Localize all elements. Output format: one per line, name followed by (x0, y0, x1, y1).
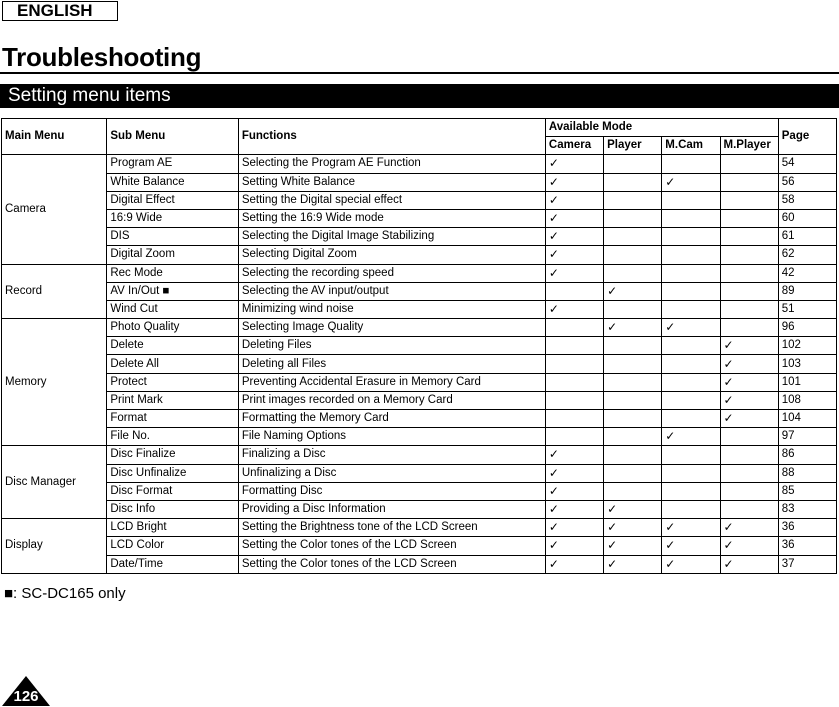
mode-cell-player (604, 355, 662, 373)
table-row (2, 410, 837, 428)
checkmark-icon: ✓ (548, 247, 559, 262)
mode-cell-player (604, 373, 662, 391)
page-cell: 86 (778, 446, 836, 464)
page-cell: 61 (778, 228, 836, 246)
mode-cell-mcam (662, 519, 720, 537)
table-row (2, 428, 837, 446)
checkmark-icon: ✓ (607, 320, 618, 335)
mode-cell-player (604, 500, 662, 518)
function-cell: Finalizing a Disc (238, 446, 545, 464)
table-row (2, 355, 837, 373)
checkmark-icon: ✓ (548, 192, 559, 207)
sub-menu-cell: LCD Bright (107, 519, 238, 537)
mode-cell-mplayer (720, 300, 778, 318)
page-cell: 42 (778, 264, 836, 282)
header-mode-camera: Camera (545, 137, 603, 155)
checkmark-icon: ✓ (548, 301, 559, 316)
mode-cell-mplayer (720, 355, 778, 373)
table-row (2, 228, 837, 246)
function-cell: Setting the Digital special effect (238, 191, 545, 209)
sub-menu-cell: Digital Zoom (107, 246, 238, 264)
sub-menu-cell: AV In/Out ■ (107, 282, 238, 300)
mode-cell-mplayer (720, 264, 778, 282)
header-mode-mplayer: M.Player (720, 137, 778, 155)
sub-menu-cell: Disc Info (107, 500, 238, 518)
function-cell: Selecting the AV input/output (238, 282, 545, 300)
function-cell: Setting the Color tones of the LCD Screen (238, 537, 545, 555)
mode-cell-camera (545, 191, 603, 209)
sub-menu-cell: Date/Time (107, 555, 238, 573)
page-cell: 83 (778, 500, 836, 518)
main-menu-cell: Record (2, 264, 107, 319)
section-title: Setting menu items (8, 85, 171, 106)
table-row (2, 337, 837, 355)
mode-cell-camera (545, 173, 603, 191)
sub-menu-cell: DIS (107, 228, 238, 246)
function-cell: Setting the Color tones of the LCD Screen (238, 555, 545, 573)
mode-cell-mplayer (720, 337, 778, 355)
header-page: Page (778, 119, 836, 155)
table-row (2, 264, 837, 282)
header-functions: Functions (238, 119, 545, 155)
table-row (2, 191, 837, 209)
checkmark-icon: ✓ (548, 447, 559, 462)
mode-cell-mplayer (720, 446, 778, 464)
sub-menu-cell: Disc Format (107, 482, 238, 500)
mode-cell-mcam (662, 446, 720, 464)
table-row (2, 282, 837, 300)
page-number: 126 (13, 688, 39, 705)
table-row (2, 319, 837, 337)
mode-cell-camera (545, 519, 603, 537)
table-row (2, 373, 837, 391)
mode-cell-mcam (662, 282, 720, 300)
page-cell: 108 (778, 391, 836, 409)
mode-cell-mcam (662, 464, 720, 482)
mode-cell-mplayer (720, 246, 778, 264)
page-cell: 104 (778, 410, 836, 428)
mode-cell-mplayer (720, 155, 778, 173)
mode-cell-camera (545, 282, 603, 300)
page-cell: 60 (778, 209, 836, 227)
function-cell: Setting the 16:9 Wide mode (238, 209, 545, 227)
table-row (2, 300, 837, 318)
checkmark-icon: ✓ (665, 556, 676, 571)
checkmark-icon: ✓ (548, 556, 559, 571)
mode-cell-player (604, 337, 662, 355)
mode-cell-mcam (662, 191, 720, 209)
page-cell: 58 (778, 191, 836, 209)
checkmark-icon: ✓ (665, 174, 676, 189)
page-cell: 88 (778, 464, 836, 482)
sub-menu-cell: Program AE (107, 155, 238, 173)
mode-cell-mplayer (720, 191, 778, 209)
sub-menu-cell: Digital Effect (107, 191, 238, 209)
mode-cell-camera (545, 355, 603, 373)
checkmark-icon: ✓ (548, 483, 559, 498)
sub-menu-cell: 16:9 Wide (107, 209, 238, 227)
mode-cell-player (604, 300, 662, 318)
sub-menu-cell: White Balance (107, 173, 238, 191)
page-cell: 101 (778, 373, 836, 391)
function-cell: Selecting the recording speed (238, 264, 545, 282)
checkmark-icon: ✓ (665, 320, 676, 335)
function-cell: Deleting Files (238, 337, 545, 355)
mode-cell-mplayer (720, 373, 778, 391)
mode-cell-mplayer (720, 537, 778, 555)
mode-cell-mcam (662, 410, 720, 428)
mode-cell-mcam (662, 537, 720, 555)
checkmark-icon: ✓ (665, 538, 676, 553)
mode-cell-player (604, 155, 662, 173)
mode-cell-mplayer (720, 319, 778, 337)
mode-cell-camera (545, 319, 603, 337)
mode-cell-player (604, 391, 662, 409)
checkmark-icon: ✓ (723, 392, 734, 407)
checkmark-icon: ✓ (723, 538, 734, 553)
checkmark-icon: ✓ (607, 556, 618, 571)
mode-cell-mcam (662, 391, 720, 409)
function-cell: File Naming Options (238, 428, 545, 446)
mode-cell-player (604, 428, 662, 446)
function-cell: Selecting Image Quality (238, 319, 545, 337)
mode-cell-camera (545, 391, 603, 409)
page-cell: 56 (778, 173, 836, 191)
mode-cell-camera (545, 246, 603, 264)
mode-cell-mcam (662, 246, 720, 264)
checkmark-icon: ✓ (723, 556, 734, 571)
mode-cell-mplayer (720, 464, 778, 482)
mode-cell-camera (545, 228, 603, 246)
title-divider (0, 72, 839, 74)
mode-cell-player (604, 264, 662, 282)
checkmark-icon: ✓ (723, 411, 734, 426)
main-menu-cell: Memory (2, 319, 107, 446)
table-row (2, 555, 837, 573)
checkmark-icon: ✓ (548, 538, 559, 553)
function-cell: Selecting the Program AE Function (238, 155, 545, 173)
page-cell: 54 (778, 155, 836, 173)
mode-cell-mcam (662, 373, 720, 391)
sub-menu-cell: Wind Cut (107, 300, 238, 318)
mode-cell-player (604, 209, 662, 227)
checkmark-icon: ✓ (548, 174, 559, 189)
mode-cell-camera (545, 155, 603, 173)
checkmark-icon: ✓ (723, 374, 734, 389)
footnote: ■: SC-DC165 only (4, 585, 126, 602)
table-row (2, 500, 837, 518)
function-cell: Unfinalizing a Disc (238, 464, 545, 482)
checkmark-icon: ✓ (607, 538, 618, 553)
page-cell: 36 (778, 519, 836, 537)
mode-cell-mplayer (720, 410, 778, 428)
mode-cell-mplayer (720, 482, 778, 500)
checkmark-icon: ✓ (723, 520, 734, 535)
menu-items-table (1, 118, 837, 574)
table-row (2, 482, 837, 500)
table-row (2, 464, 837, 482)
language-label: ENGLISH (2, 1, 118, 21)
mode-cell-camera (545, 555, 603, 573)
header-mode-player: Player (604, 137, 662, 155)
function-cell: Minimizing wind noise (238, 300, 545, 318)
table-row (2, 519, 837, 537)
table-row (2, 391, 837, 409)
checkmark-icon: ✓ (548, 229, 559, 244)
sub-menu-cell: LCD Color (107, 537, 238, 555)
mode-cell-camera (545, 410, 603, 428)
main-menu-cell: Disc Manager (2, 446, 107, 519)
mode-cell-camera (545, 209, 603, 227)
sub-menu-cell: Delete (107, 337, 238, 355)
sub-menu-cell: Rec Mode (107, 264, 238, 282)
page-cell: 89 (778, 282, 836, 300)
mode-cell-mplayer (720, 391, 778, 409)
mode-cell-camera (545, 464, 603, 482)
mode-cell-mcam (662, 173, 720, 191)
function-cell: Setting White Balance (238, 173, 545, 191)
mode-cell-mplayer (720, 428, 778, 446)
table-row (2, 173, 837, 191)
function-cell: Preventing Accidental Erasure in Memory Card (238, 373, 545, 391)
sub-menu-cell: Disc Unfinalize (107, 464, 238, 482)
checkmark-icon: ✓ (665, 429, 676, 444)
menu-table-body (2, 155, 837, 573)
page-cell: 97 (778, 428, 836, 446)
mode-cell-player (604, 282, 662, 300)
checkmark-icon: ✓ (723, 356, 734, 371)
checkmark-icon: ✓ (548, 265, 559, 280)
header-sub-menu: Sub Menu (107, 119, 238, 155)
mode-cell-player (604, 410, 662, 428)
sub-menu-cell: Protect (107, 373, 238, 391)
header-available-mode: Available Mode (545, 119, 778, 137)
mode-cell-mcam (662, 155, 720, 173)
mode-cell-camera (545, 373, 603, 391)
mode-cell-camera (545, 300, 603, 318)
sub-menu-cell: Photo Quality (107, 319, 238, 337)
checkmark-icon: ✓ (723, 338, 734, 353)
checkmark-icon: ✓ (548, 465, 559, 480)
mode-cell-player (604, 482, 662, 500)
page-cell: 102 (778, 337, 836, 355)
sub-menu-cell: Format (107, 410, 238, 428)
function-cell: Deleting all Files (238, 355, 545, 373)
mode-cell-player (604, 246, 662, 264)
page-title: Troubleshooting (2, 42, 202, 72)
mode-cell-mplayer (720, 555, 778, 573)
mode-cell-camera (545, 500, 603, 518)
table-row (2, 537, 837, 555)
mode-cell-mcam (662, 428, 720, 446)
page-cell: 37 (778, 555, 836, 573)
mode-cell-mcam (662, 555, 720, 573)
page-cell: 85 (778, 482, 836, 500)
mode-cell-mplayer (720, 519, 778, 537)
mode-cell-mplayer (720, 500, 778, 518)
page-cell: 96 (778, 319, 836, 337)
mode-cell-mcam (662, 355, 720, 373)
sub-menu-cell: Disc Finalize (107, 446, 238, 464)
mode-cell-camera (545, 337, 603, 355)
mode-cell-camera (545, 446, 603, 464)
mode-cell-player (604, 173, 662, 191)
page-cell: 103 (778, 355, 836, 373)
checkmark-icon: ✓ (548, 502, 559, 517)
checkmark-icon: ✓ (607, 520, 618, 535)
mode-cell-camera (545, 428, 603, 446)
sub-menu-cell: Print Mark (107, 391, 238, 409)
table-row (2, 155, 837, 173)
mode-cell-mcam (662, 482, 720, 500)
function-cell: Setting the Brightness tone of the LCD Screen (238, 519, 545, 537)
mode-cell-mcam (662, 228, 720, 246)
header-mode-mcam: M.Cam (662, 137, 720, 155)
mode-cell-mcam (662, 264, 720, 282)
mode-cell-mcam (662, 500, 720, 518)
table-row (2, 209, 837, 227)
main-menu-cell: Display (2, 519, 107, 574)
sub-menu-cell: File No. (107, 428, 238, 446)
page-cell: 51 (778, 300, 836, 318)
mode-cell-player (604, 519, 662, 537)
mode-cell-player (604, 464, 662, 482)
mode-cell-camera (545, 482, 603, 500)
checkmark-icon: ✓ (607, 283, 618, 298)
mode-cell-mcam (662, 319, 720, 337)
table-row (2, 246, 837, 264)
header-main-menu: Main Menu (2, 119, 107, 155)
mode-cell-player (604, 319, 662, 337)
table-row (2, 446, 837, 464)
function-cell: Providing a Disc Information (238, 500, 545, 518)
mode-cell-player (604, 191, 662, 209)
function-cell: Formatting the Memory Card (238, 410, 545, 428)
checkmark-icon: ✓ (548, 156, 559, 171)
page-cell: 36 (778, 537, 836, 555)
mode-cell-mplayer (720, 228, 778, 246)
mode-cell-mplayer (720, 173, 778, 191)
mode-cell-mcam (662, 337, 720, 355)
function-cell: Selecting Digital Zoom (238, 246, 545, 264)
mode-cell-mplayer (720, 282, 778, 300)
function-cell: Selecting the Digital Image Stabilizing (238, 228, 545, 246)
checkmark-icon: ✓ (548, 211, 559, 226)
mode-cell-mcam (662, 300, 720, 318)
main-menu-cell: Camera (2, 155, 107, 264)
mode-cell-player (604, 446, 662, 464)
mode-cell-mplayer (720, 209, 778, 227)
mode-cell-player (604, 537, 662, 555)
sub-menu-cell: Delete All (107, 355, 238, 373)
mode-cell-mcam (662, 209, 720, 227)
mode-cell-player (604, 228, 662, 246)
mode-cell-player (604, 555, 662, 573)
page-cell: 62 (778, 246, 836, 264)
mode-cell-camera (545, 537, 603, 555)
checkmark-icon: ✓ (665, 520, 676, 535)
mode-cell-camera (545, 264, 603, 282)
function-cell: Formatting Disc (238, 482, 545, 500)
checkmark-icon: ✓ (548, 520, 559, 535)
function-cell: Print images recorded on a Memory Card (238, 391, 545, 409)
section-header-bar (0, 84, 839, 108)
checkmark-icon: ✓ (607, 502, 618, 517)
